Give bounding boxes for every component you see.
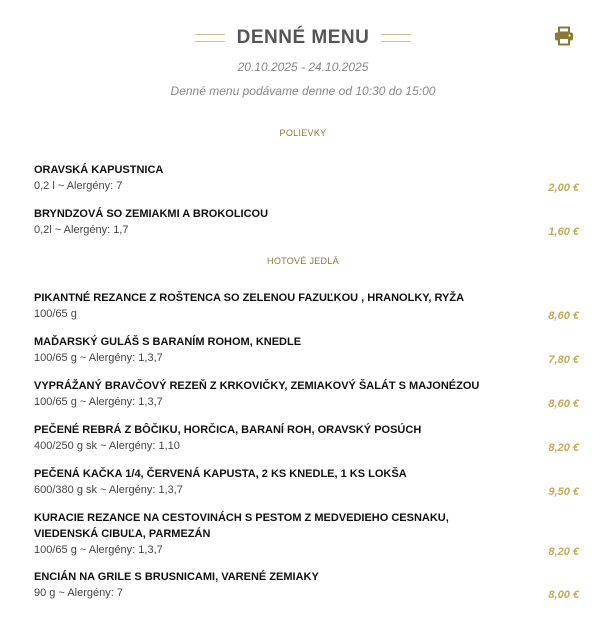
menu-item-name: PIKANTNÉ REZANCE Z ROŠTENCA SO ZELENOU FAZUĽKOU , HRANOLKY, RYŽA bbox=[34, 292, 465, 304]
menu-item-name: ORAVSKÁ KAPUSTNICA bbox=[34, 164, 164, 176]
menu-item-price: 7,80 € bbox=[548, 354, 579, 366]
menu-item-detail: 100/65 g ~ Alergény: 1,3,7 bbox=[34, 352, 163, 364]
menu-item bbox=[34, 422, 579, 454]
menu-item bbox=[34, 334, 579, 366]
menu-item-detail: 600/380 g sk ~ Alergény: 1,3,7 bbox=[34, 484, 183, 496]
menu-item bbox=[34, 206, 579, 238]
menu-item-detail: 0,2l ~ Alergény: 1,7 bbox=[34, 224, 129, 236]
menu-item-detail: 90 g ~ Alergény: 7 bbox=[34, 587, 123, 599]
section-heading-polievky: POLIEVKY bbox=[279, 128, 327, 138]
menu-item-detail: 400/250 g sk ~ Alergény: 1,10 bbox=[34, 440, 180, 452]
menu-item-name: MAĎARSKÝ GULÁŠ S BARANÍM ROHOM, KNEDLE bbox=[34, 336, 302, 348]
menu-item-price: 8,20 € bbox=[548, 442, 579, 454]
menu-item bbox=[34, 162, 579, 194]
menu-item-name: PEČENÁ KAČKA 1/4, ČERVENÁ KAPUSTA, 2 KS KNEDLE, 1 KS LOKŠA bbox=[34, 468, 407, 480]
menu-item-name: KURACIE REZANCE NA CESTOVINÁCH S PESTOM Z MEDVEDIEHO CESNAKU, VIEDENSKÁ CIBUĽA, PARMEZÁN bbox=[34, 512, 449, 540]
menu-item-name: VYPRÁŽANÝ BRAVČOVÝ REZEŇ Z KRKOVIČKY, ZEMIAKOVÝ ŠALÁT S MAJONÉZOU bbox=[34, 380, 480, 392]
menu-dates: 20.10.2025 - 24.10.2025 bbox=[237, 60, 369, 74]
page-title: DENNÉ MENU bbox=[236, 27, 370, 48]
menu-item-detail: 100/65 g ~ Alergény: 1,3,7 bbox=[34, 396, 163, 408]
title-decoration-right bbox=[381, 34, 411, 42]
title-decoration-left bbox=[195, 34, 225, 42]
menu-item-price: 8,60 € bbox=[548, 310, 579, 322]
menu-item-name: BRYNDZOVÁ SO ZEMIAKMI A BROKOLICOU bbox=[34, 208, 269, 220]
menu-item-price: 8,00 € bbox=[548, 589, 579, 601]
menu-item-detail: 100/65 g ~ Alergény: 1,3,7 bbox=[34, 544, 163, 556]
menu-item bbox=[34, 378, 579, 410]
menu-item bbox=[34, 510, 579, 558]
menu-item-price: 9,50 € bbox=[548, 486, 579, 498]
menu-item-price: 8,60 € bbox=[548, 398, 579, 410]
menu-item-name: ENCIÁN NA GRILE S BRUSNICAMI, VARENÉ ZEMIAKY bbox=[34, 571, 319, 583]
menu-item-detail: 0,2 l ~ Alergény: 7 bbox=[34, 180, 123, 192]
section-heading-hotove-jedla: HOTOVÉ JEDLÁ bbox=[267, 256, 339, 266]
menu-item-price: 2,00 € bbox=[548, 182, 579, 194]
menu-item-detail: 100/65 g bbox=[34, 308, 77, 320]
print-icon[interactable] bbox=[554, 26, 574, 46]
menu-item-name: PEČENÉ REBRÁ Z BÔČIKU, HORČICA, BARANÍ ROH, ORAVSKÝ POSÚCH bbox=[34, 424, 422, 436]
menu-item bbox=[34, 569, 579, 601]
serving-hours-note: Denné menu podávame denne od 10:30 do 15:00 bbox=[170, 84, 436, 98]
menu-item bbox=[34, 290, 579, 322]
menu-item bbox=[34, 466, 579, 498]
menu-item-price: 1,60 € bbox=[548, 226, 579, 238]
menu-item-price: 8,20 € bbox=[548, 546, 579, 558]
menu-header bbox=[0, 24, 606, 52]
